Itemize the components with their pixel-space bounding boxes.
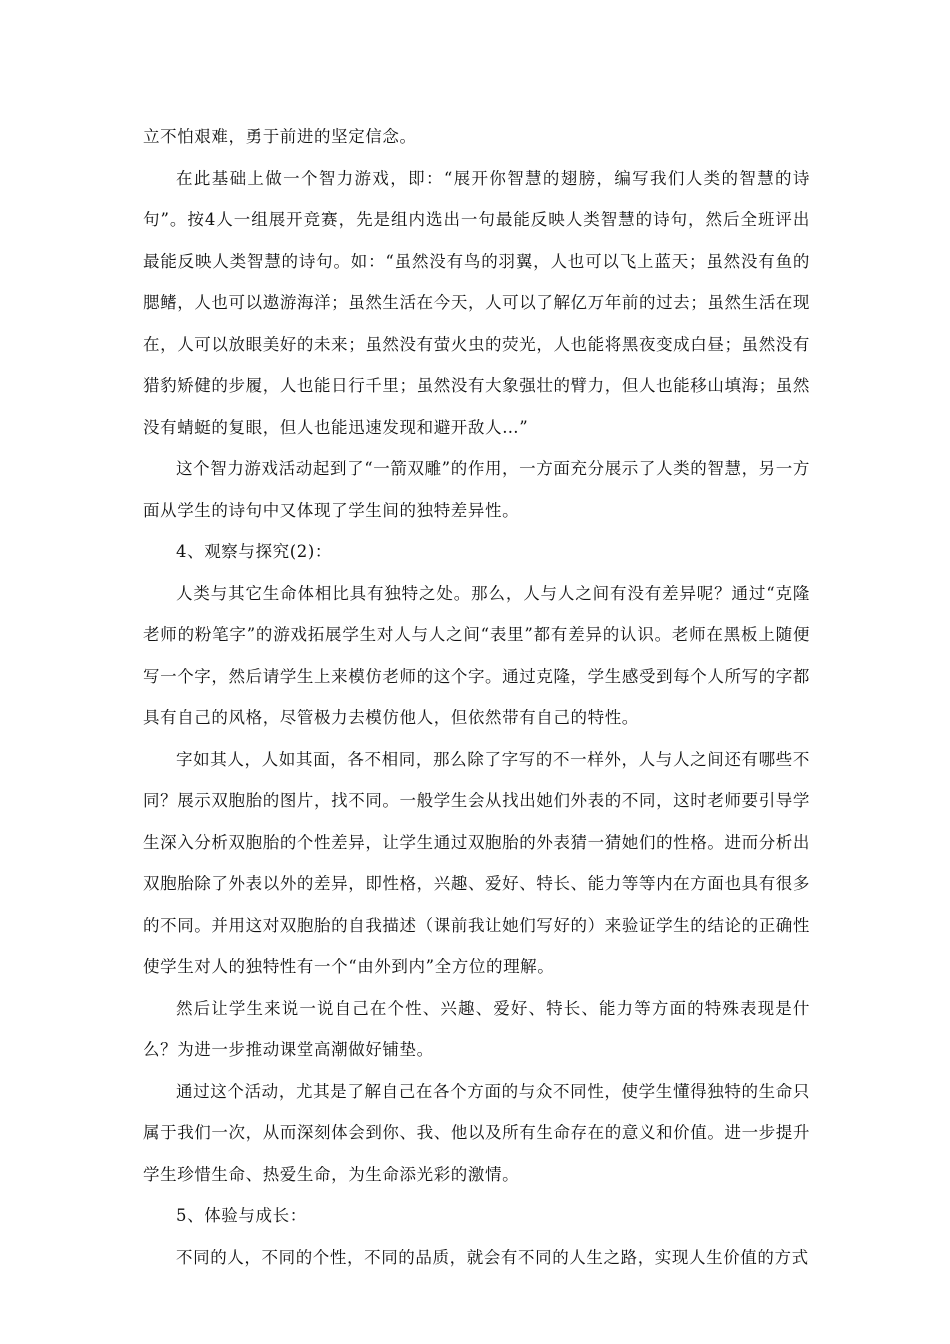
paragraph-different-paths: 不同的人，不同的个性，不同的品质，就会有不同的人生之路，实现人生价值的方式 xyxy=(176,1247,809,1267)
paragraph-student-sharing: 然后让学生来说一说自己在个性、兴趣、爱好、特长、能力等方面的特殊表现是什么？为进一步推动课堂高潮做好铺垫。 xyxy=(143,998,810,1059)
section-heading-observe-explore: 4、观察与探究(2)： xyxy=(176,542,332,561)
paragraph-twins: 字如其人，人如其面，各不相同，那么除了字写的不一样外，人与人之间还有哪些不同？展示双胞胎的图片，找不同。一般学生会从找出她们外表的不同，这时老师要引导学生深入分析双胞胎的个性差异，让学生通过双胞胎的外表猜一猜她们的性格。进而分析出双胞胎除了外表以外的差异，即性格，兴趣、爱好、特长、能力等等内在方面也具有很多的不同。并用这对双胞胎的自我描述（课前我让她们写好的）来验证学生的结论的正确性使学生对人的独特性有一个“由外到内”全方位的理解。 xyxy=(143,749,810,976)
section-heading-experience-growth: 5、体验与成长： xyxy=(176,1206,307,1225)
paragraph-clone-handwriting: 人类与其它生命体相比具有独特之处。那么，人与人之间有没有差异呢？通过“克隆老师的粉笔字”的游戏拓展学生对人与人之间“表里”都有差异的认识。老师在黑板上随便写一个字，然后请学生上来模仿老师的这个字。通过克隆，学生感受到每个人所写的字都具有自己的风格，尽管极力去模仿他人，但依然带有自己的特性。 xyxy=(143,583,810,727)
document-body xyxy=(143,116,810,1278)
paragraph-game-effect: 这个智力游戏活动起到了“一箭双雕”的作用，一方面充分展示了人类的智慧，另一方面从学生的诗句中又体现了学生间的独特差异性。 xyxy=(143,459,810,520)
paragraph-intelligence-game: 在此基础上做一个智力游戏，即：“展开你智慧的翅膀，编写我们人类的智慧的诗句”。按4人一组展开竞赛，先是组内选出一句最能反映人类智慧的诗句，然后全班评出最能反映人类智慧的诗句。如：“虽然没有鸟的羽翼，人也可以飞上蓝天；虽然没有鱼的腮鳍，人也可以遨游海洋；虽然生活在今天，人可以了解亿万年前的过去；虽然生活在现在，人可以放眼美好的未来；虽然没有萤火虫的荧光，人也能将黑夜变成白昼；虽然没有猎豹矫健的步履，人也能日行千里；虽然没有大象强壮的臂力，但人也能移山填海；虽然没有蜻蜓的复眼，但人也能迅速发现和避开敌人…” xyxy=(143,168,810,437)
paragraph-continuation: 立不怕艰难，勇于前进的坚定信念。 xyxy=(143,127,417,146)
paragraph-activity-meaning: 通过这个活动，尤其是了解自己在各个方面的与众不同性，使学生懂得独特的生命只属于我们一次，从而深刻体会到你、我、他以及所有生命存在的意义和价值。进一步提升学生珍惜生命、热爱生命，为生命添光彩的激情。 xyxy=(143,1081,810,1184)
